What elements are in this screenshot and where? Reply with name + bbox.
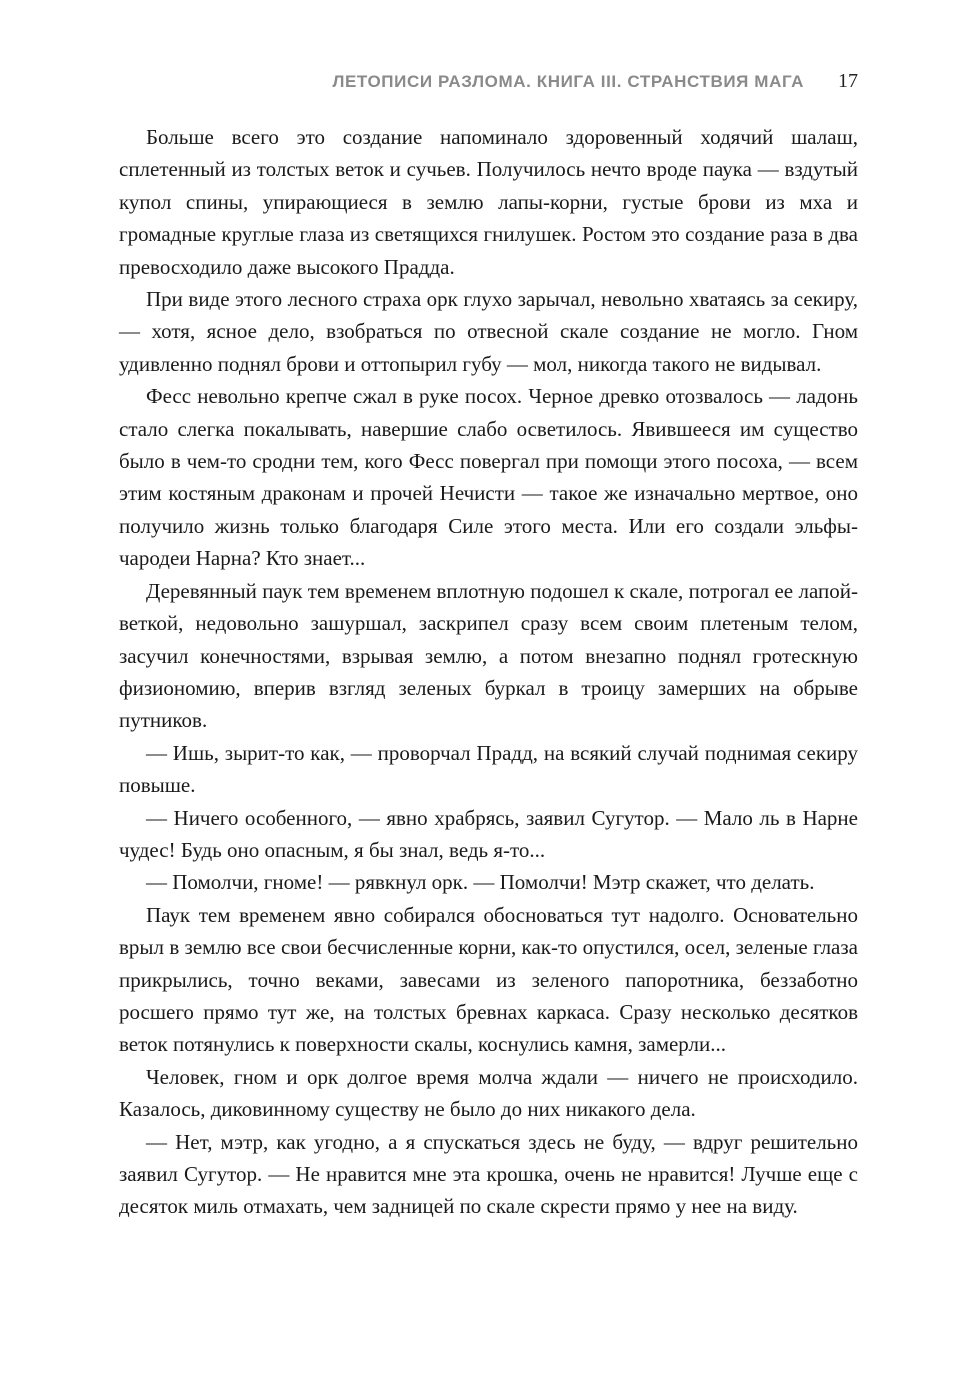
paragraph-3: Фесс невольно крепче сжал в руке посох. Черное древко отозвалось — ладонь стало слегка покалывать, навершие слабо осветилось. Явившееся им существо было в чем-то сродни тем, кого Фесс повергал при помощи этого посоха, — всем этим костяным драконам и прочей Нечисти — такое же изначально мертвое, оно получило жизнь только благодаря Силе этого места. Или его создали эльфы-чародеи Нарна? Кто знает... bbox=[119, 384, 858, 571]
paragraph-1: Больше всего это создание напоминало здоровенный ходячий шалаш, сплетенный из толстых веток и сучьев. Получилось нечто вроде паука — вздутый купол спины, упирающиеся в землю лапы-корни, густые брови из мха и громадные круглые глаза из светящихся гнилушек. Ростом это создание раза в два превосходило даже высокого Прадда. bbox=[119, 125, 858, 279]
page-number: 17 bbox=[838, 70, 858, 92]
paragraph-8: Паук тем временем явно собирался обосноваться тут надолго. Основательно врыл в землю все свои бесчисленные корни, как-то опустился, осел, зеленые глаза прикрылись, точно веками, завесами из зеленого папоротника, беззаботно росшего прямо тут же, на толстых бревнах каркаса. Сразу несколько десятков веток потянулись к поверхности скалы, коснулись камня, замерли... bbox=[119, 902, 858, 1057]
paragraph-5: — Ишь, зырит-то как, — проворчал Прадд, на всякий случай поднимая секиру повыше. bbox=[119, 740, 858, 798]
paragraph-2: При виде этого лесного страха орк глухо зарычал, невольно хватаясь за секиру, — хотя, ясное дело, взобраться по отвесной скале создание не могло. Гном удивленно поднял брови и оттопырил губу — мол, никогда такого не видывал. bbox=[119, 287, 858, 376]
running-title: ЛЕТОПИСИ РАЗЛОМА. КНИГА III. СТРАНСТВИЯ МАГА bbox=[332, 72, 804, 91]
paragraph-6: — Ничего особенного, — явно храбрясь, заявил Сугутор. — Мало ль в Нарне чудес! Будь оно опасным, я бы знал, ведь я-то... bbox=[119, 805, 858, 862]
paragraph-9: Человек, гном и орк долгое время молча ждали — ничего не происходило. Казалось, диковинному существу не было до них никакого дела. bbox=[119, 1064, 858, 1122]
body-text bbox=[119, 121, 858, 1223]
paragraph-7: — Помолчи, гноме! — рявкнул орк. — Помолчи! Мэтр скажет, что делать. bbox=[146, 870, 815, 895]
running-header bbox=[120, 70, 858, 100]
paragraph-10: — Нет, мэтр, как угодно, а я спускаться здесь не буду, — вдруг решительно заявил Сугутор. — Не нравится мне эта крошка, очень не нравится! Лучше еще с десяток миль отмахать, чем задницей по скале скрести прямо у нее на виду. bbox=[119, 1129, 858, 1219]
paragraph-4: Деревянный паук тем временем вплотную подошел к скале, потрогал ее лапой-веткой, недовольно зашуршал, заскрипел сразу всем своим плетеным телом, засучил конечностями, взрывая землю, а потом внезапно поднял гротескную физиономию, вперив взгляд зеленых буркал в троицу замерших на обрыве путников. bbox=[119, 578, 858, 733]
